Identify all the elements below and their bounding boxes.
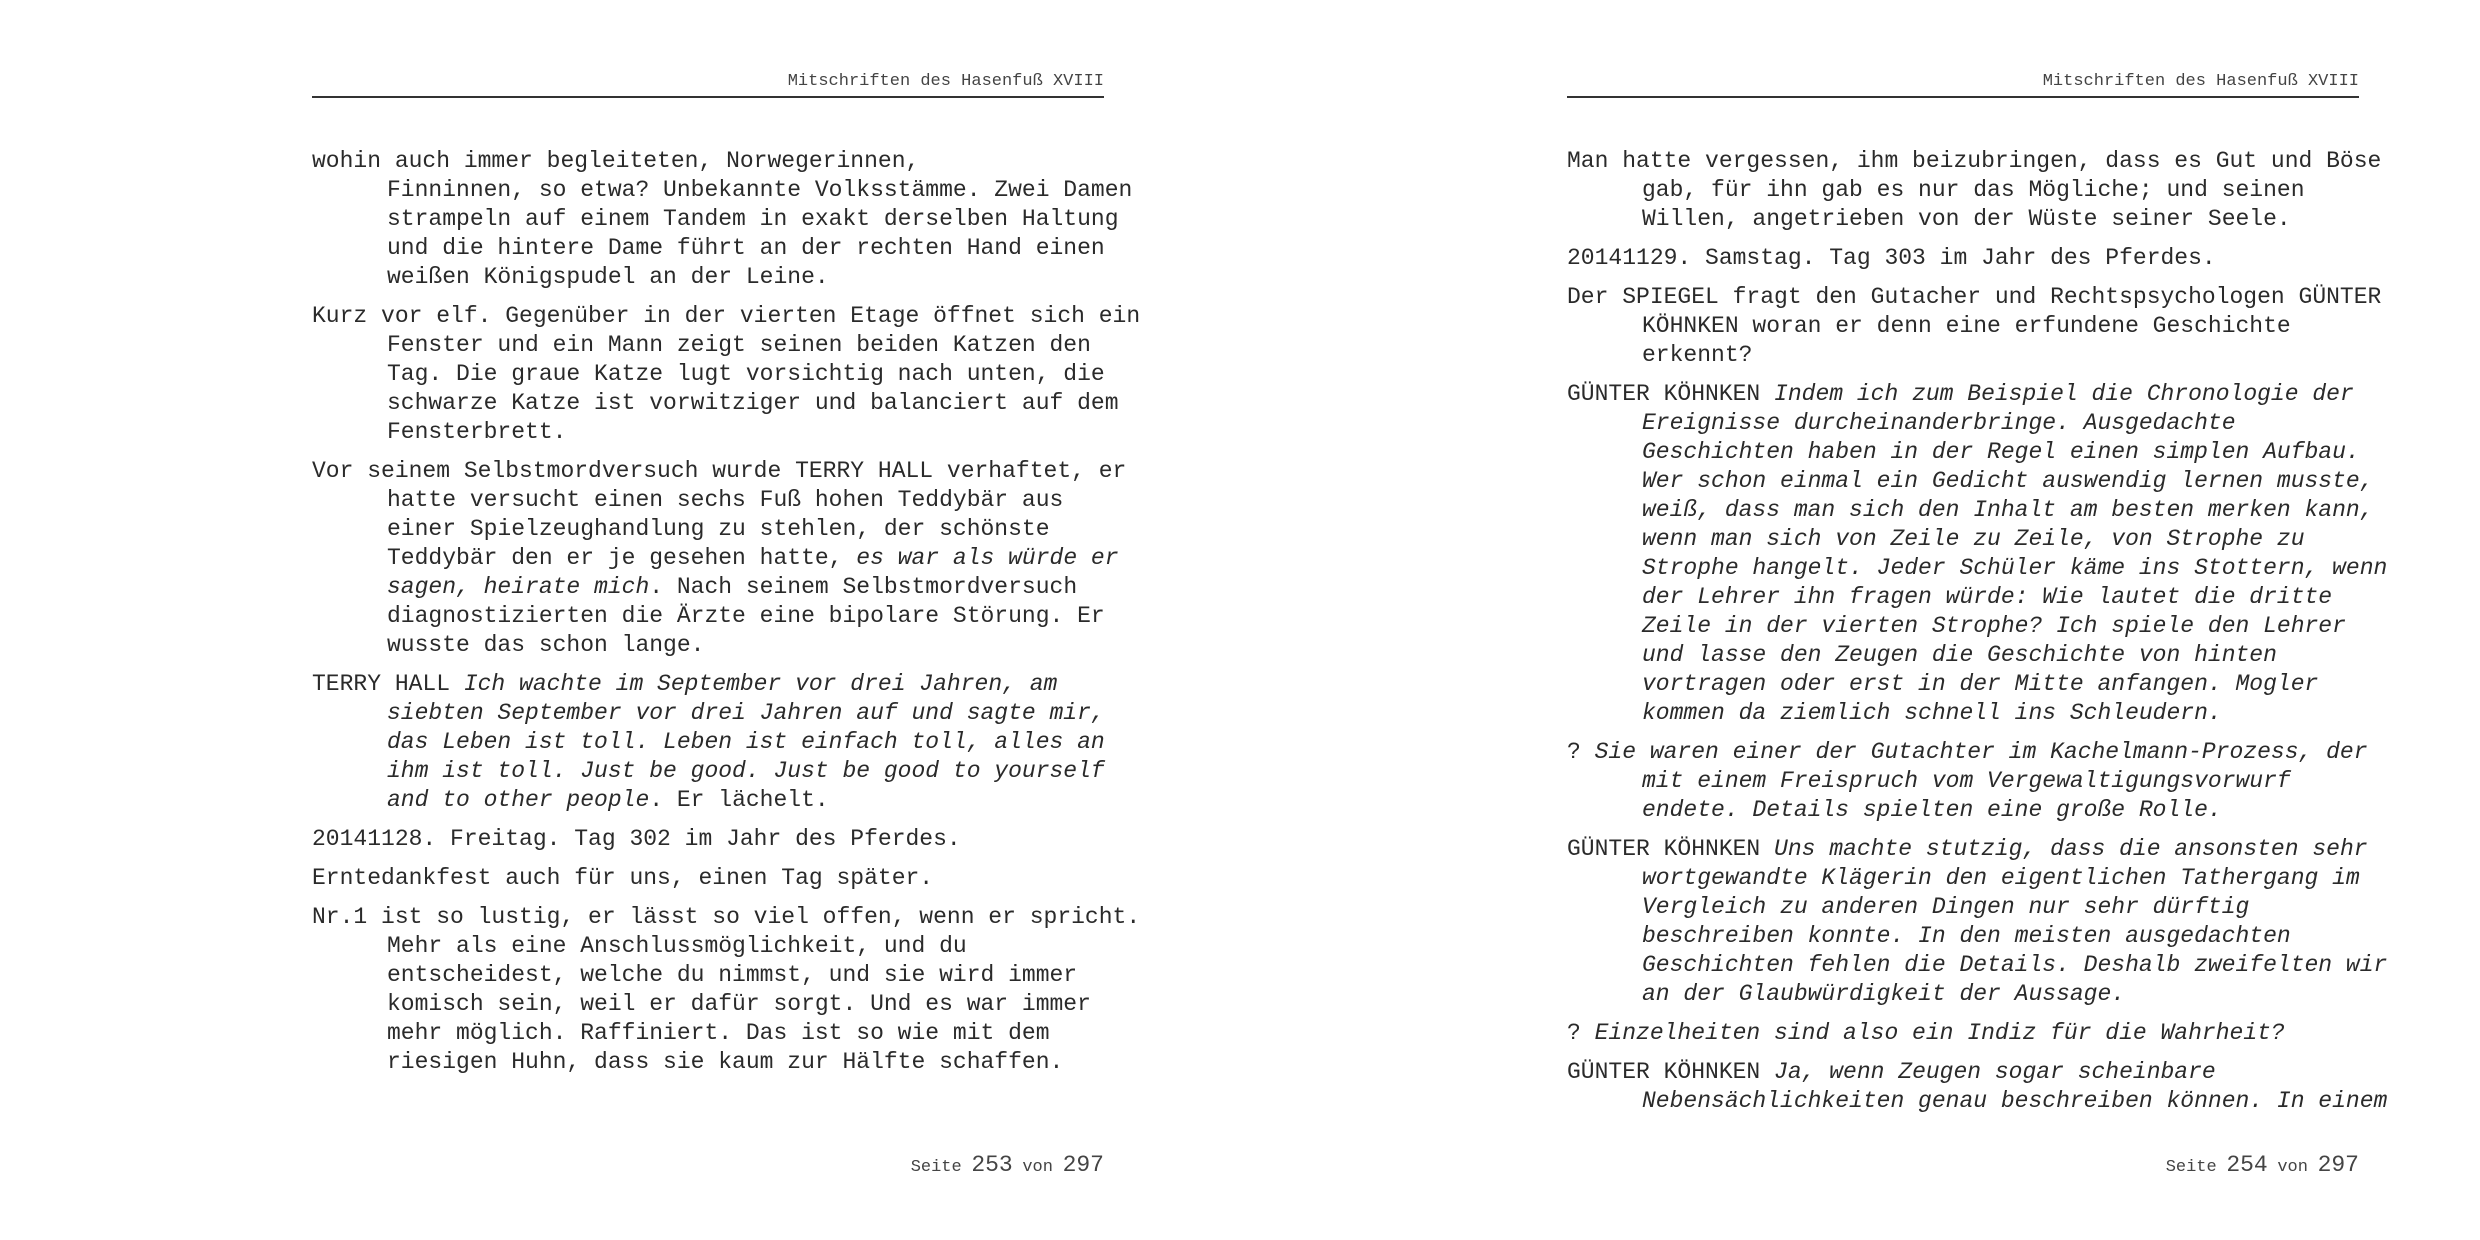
paragraph [1567, 1058, 2388, 1116]
paragraph [1567, 738, 2368, 825]
text-run: Nr.1 ist so lustig, er lässt so viel offen, wenn er spricht. Mehr als eine Anschlussmöglichkeit, und du entscheidest, welche du nimmst, und sie wird immer komisch sein, weil er dafür sorgt. Und es war immer mehr möglich. Raffiniert. Das ist so wie mit dem riesigen Huhn, dass sie kaum zur Hälfte schaffen. [312, 904, 1141, 1075]
text-run: GÜNTER KÖHNKEN [1567, 836, 1775, 862]
text-run: wohin auch immer begleiteten, Norwegerinnen, Finninnen, so etwa? Unbekannte Volksstämme. Zwei Damen strampeln auf einem Tandem in exakt derselben Haltung und die hintere Dame führt an der rechten Hand einen weißen Königspudel an der Leine. [312, 148, 1133, 290]
header-rule [312, 96, 1104, 98]
italic-run: Uns machte stutzig, dass die ansonsten sehr wortgewandte Klägerin den eigentlichen Tathergang im Vergleich zu anderen Dingen nur sehr dürftig beschreiben konnte. In den meisten ausgedachten Geschichten fehlen die Details. Deshalb zweifelten wir an der Glaubwürdigkeit der Aussage. [1642, 836, 2388, 1007]
italic-run: es war als würde er sagen, heirate mich [387, 545, 1119, 600]
left-page [312, 0, 1141, 1240]
paragraph [312, 903, 1141, 1077]
paragraph [1567, 380, 2388, 728]
running-header: Mitschriften des Hasenfuß XVIII [2042, 72, 2359, 91]
footer-mid: von [2277, 1158, 2308, 1177]
text-run: Der SPIEGEL fragt den Gutacher und Rechtspsychologen GÜNTER KÖHNKEN woran er denn eine erfundene Geschichte erkennt? [1567, 284, 2382, 368]
paragraph [312, 147, 1133, 292]
text-run: 20141129. Samstag. Tag 303 im Jahr des Pferdes. [1567, 245, 2216, 271]
footer-prefix: Seite [2165, 1158, 2217, 1177]
paragraph [312, 302, 1141, 447]
italic-run: Indem ich zum Beispiel die Chronologie der Ereignisse durcheinanderbringe. Ausgedachte Geschichten haben in der Regel einen simplen Aufbau. Wer schon einmal ein Gedicht auswendig lernen musste, weiß, dass man sich den Inhalt am besten merken kann, wenn man sich von Zeile zu Zeile, von Strophe zu Strophe hangelt. Jeder Schüler käme ins Stottern, wenn der Lehrer ihn fragen würde: Wie lautet die dritte Zeile in der vierten Strophe? Ich spiele den Lehrer und lasse den Zeugen die Geschichte von hinten vortragen oder erst in der Mitte anfangen. Mogler kommen da ziemlich schnell ins Schleudern. [1642, 381, 2388, 726]
body-text [1567, 147, 2388, 1126]
paragraph [312, 864, 1104, 893]
body-text [312, 147, 1141, 1087]
page-number: 253 [971, 1152, 1013, 1178]
paragraph [312, 825, 1104, 854]
italic-run: Einzelheiten sind also ein Indiz für die Wahrheit? [1594, 1020, 2285, 1046]
text-run: Erntedankfest auch für uns, einen Tag später. [312, 865, 934, 891]
paragraph [312, 670, 1104, 815]
page-footer [2166, 1152, 2359, 1178]
paragraph [1567, 147, 2382, 234]
text-run: 20141128. Freitag. Tag 302 im Jahr des Pferdes. [312, 826, 961, 852]
paragraph [1567, 1019, 2359, 1048]
italic-run: Ja, wenn Zeugen sogar scheinbare Nebensächlichkeiten genau beschreiben können. In einem [1642, 1059, 2388, 1114]
text-run: . Er lächelt. [649, 787, 829, 813]
text-run: ? [1567, 1020, 1595, 1046]
italic-run: Sie waren einer der Gutachter im Kachelmann-Prozess, der mit einem Freispruch vom Vergewaltigungsvorwurf endete. Details spielten eine große Rolle. [1594, 739, 2368, 823]
footer-mid: von [1022, 1158, 1053, 1177]
page-total: 297 [2317, 1152, 2359, 1178]
footer-prefix: Seite [910, 1158, 962, 1177]
running-header: Mitschriften des Hasenfuß XVIII [787, 72, 1104, 91]
right-page [1567, 0, 2388, 1240]
text-run: GÜNTER KÖHNKEN [1567, 381, 1775, 407]
paragraph [1567, 244, 2359, 273]
paragraph [1567, 283, 2382, 370]
text-run: TERRY HALL [312, 671, 464, 697]
text-run: Man hatte vergessen, ihm beizubringen, dass es Gut und Böse gab, für ihn gab es nur das Mögliche; und seinen Willen, angetrieben von der Wüste seiner Seele. [1567, 148, 2382, 232]
paragraph [312, 457, 1127, 660]
paragraph [1567, 835, 2388, 1009]
text-run: GÜNTER KÖHNKEN [1567, 1059, 1775, 1085]
text-run: ? [1567, 739, 1595, 765]
text-run: Vor seinem Selbstmordversuch wurde TERRY HALL verhaftet, er hatte versucht einen sechs Fuß hohen Teddybär aus einer Spielzeughandlung zu stehlen, der schönste Teddybär den er je gesehen hatte, [312, 458, 1127, 571]
header-rule [1567, 96, 2359, 98]
page-number: 254 [2226, 1152, 2268, 1178]
italic-run: Ich wachte im September vor drei Jahren, am siebten September vor drei Jahren auf und sagte mir, das Leben ist toll. Leben ist einfach toll, alles an ihm ist toll. Just be good. Just be good to yourself and to other people [387, 671, 1105, 813]
page-total: 297 [1062, 1152, 1104, 1178]
text-run: Kurz vor elf. Gegenüber in der vierten Etage öffnet sich ein Fenster und ein Mann zeigt seinen beiden Katzen den Tag. Die graue Katze lugt vorsichtig nach unten, die schwarze Katze ist vorwitziger und balanciert auf dem Fensterbrett. [312, 303, 1141, 445]
text-run: . Nach seinem Selbstmordversuch diagnostizierten die Ärzte eine bipolare Störung. Er wusste das schon lange. [387, 574, 1105, 658]
page-footer [911, 1152, 1104, 1178]
